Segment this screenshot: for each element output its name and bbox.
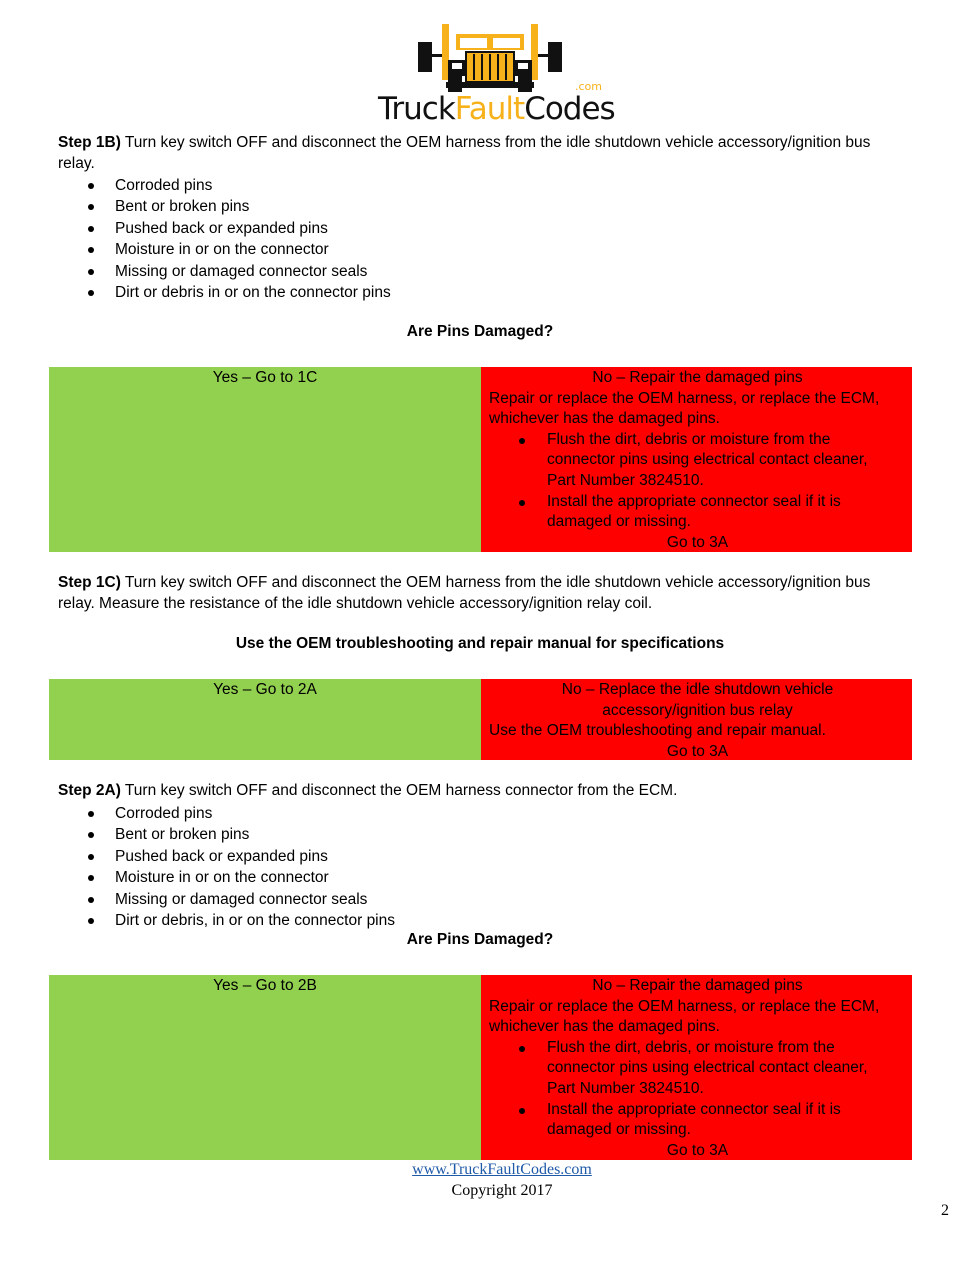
step-label: Step 1C) <box>58 574 121 591</box>
list-item: Dirt or debris in or on the connector pins <box>58 282 391 303</box>
truck-icon <box>412 20 568 92</box>
list-item: Corroded pins <box>58 803 395 824</box>
yes-cell <box>49 975 481 1160</box>
yes-cell <box>49 367 481 552</box>
list-item: Flush the dirt, debris or moisture from the connector pins using electrical contact cleaner, Part Number 3824510. <box>489 430 906 492</box>
step-1b-question: Are Pins Damaged? <box>406 323 554 340</box>
step-2a-question: Are Pins Damaged? <box>406 931 554 948</box>
list-item: Pushed back or expanded pins <box>58 846 395 867</box>
no-goto: Go to 3A <box>666 1141 729 1159</box>
step-text: Turn key switch OFF and disconnect the OEM harness connector from the ECM. <box>120 782 678 799</box>
no-goto: Go to 3A <box>666 742 729 760</box>
step-2a-checklist <box>58 803 395 931</box>
no-cell <box>481 975 912 1160</box>
no-goto: Go to 3A <box>666 533 729 551</box>
list-item: Missing or damaged connector seals <box>58 261 391 282</box>
list-item: Pushed back or expanded pins <box>58 218 391 239</box>
list-item: Install the appropriate connector seal if it is damaged or missing. <box>489 1100 906 1141</box>
step-label: Step 2A) <box>58 782 121 799</box>
no-cell <box>481 367 912 552</box>
list-item: Bent or broken pins <box>58 824 395 845</box>
no-bullets <box>489 1038 906 1141</box>
list-item: Corroded pins <box>58 175 391 196</box>
no-title: No – Repair the damaged pins <box>592 369 803 386</box>
step-2a-decision-table <box>49 975 912 1160</box>
no-text: Use the OEM troubleshooting and repair manual. <box>489 722 826 740</box>
step-1c-note: Use the OEM troubleshooting and repair manual for specifications <box>235 635 725 652</box>
list-item: Bent or broken pins <box>58 196 391 217</box>
step-1b-paragraph <box>58 133 898 174</box>
list-item: Moisture in or on the connector <box>58 867 395 888</box>
logo-wordmark: TruckFaultCodes <box>378 91 615 127</box>
no-bullets <box>489 430 906 533</box>
step-1c-paragraph <box>58 573 898 614</box>
website-link[interactable]: www.TruckFaultCodes.com <box>412 1161 592 1178</box>
no-cell <box>481 679 912 760</box>
step-text: Turn key switch OFF and disconnect the OEM harness from the idle shutdown vehicle accessory/ignition bus relay. Measure the resistance of the idle shutdown vehicle accessory/ignition relay coil. <box>58 574 871 612</box>
footer-link-row <box>0 1161 979 1179</box>
yes-cell <box>49 679 481 760</box>
yes-text: Yes – Go to 1C <box>212 369 318 386</box>
no-text: Repair or replace the OEM harness, or replace the ECM, whichever has the damaged pins. <box>489 389 880 428</box>
list-item: Flush the dirt, debris, or moisture from the connector pins using electrical contact cleaner, Part Number 3824510. <box>489 1038 906 1100</box>
site-logo <box>378 20 615 128</box>
no-text: Repair or replace the OEM harness, or replace the ECM, whichever has the damaged pins. <box>489 997 880 1036</box>
step-1b-checklist <box>58 175 391 303</box>
no-title: No – Repair the damaged pins <box>592 977 803 994</box>
step-1c-decision-table <box>49 679 912 760</box>
yes-text: Yes – Go to 2B <box>213 977 317 994</box>
logo-tld: .com <box>575 80 602 93</box>
step-text: Turn key switch OFF and disconnect the OEM harness from the idle shutdown vehicle accessory/ignition bus relay. <box>58 134 871 172</box>
step-2a-paragraph <box>58 781 898 802</box>
step-1b-decision-table <box>49 367 912 552</box>
list-item: Dirt or debris, in or on the connector pins <box>58 910 395 931</box>
footer-copyright: Copyright 2017 <box>451 1182 553 1199</box>
step-label: Step 1B) <box>58 134 121 151</box>
no-title: No – Replace the idle shutdown vehicle accessory/ignition bus relay <box>561 681 834 719</box>
list-item: Moisture in or on the connector <box>58 239 391 260</box>
page-number: 2 <box>941 1202 949 1219</box>
yes-text: Yes – Go to 2A <box>213 681 317 698</box>
list-item: Install the appropriate connector seal if it is damaged or missing. <box>489 492 906 533</box>
list-item: Missing or damaged connector seals <box>58 889 395 910</box>
